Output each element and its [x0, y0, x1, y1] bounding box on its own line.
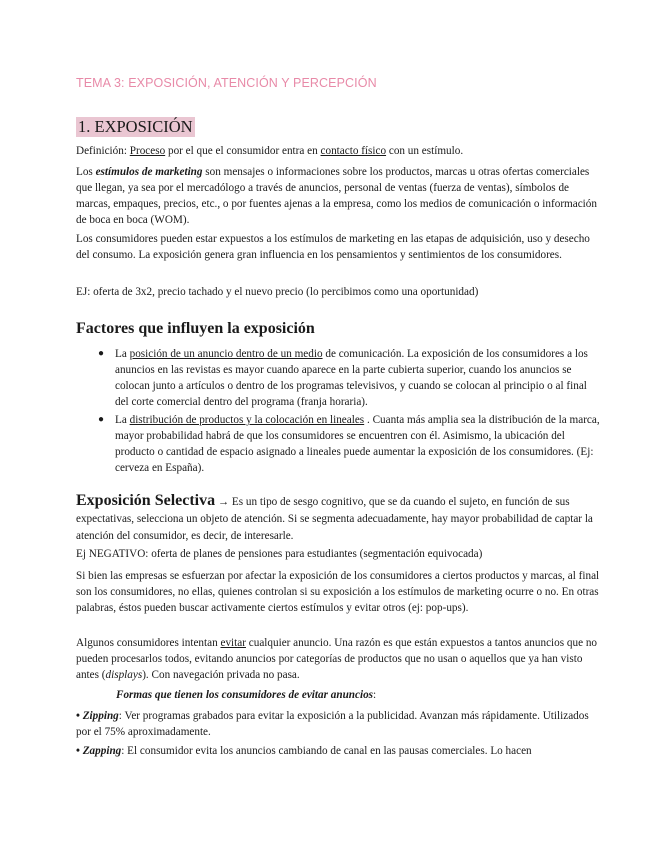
bullet-icon: •	[76, 745, 83, 757]
factors-list	[76, 346, 601, 476]
avoid-underlined: evitar	[220, 637, 246, 649]
zapping-term: Zapping	[82, 745, 122, 757]
topic-title: TEMA 3: EXPOSICIÓN, ATENCIÓN Y PERCEPCIÓN	[76, 76, 377, 90]
selective-exposure-title: Exposición Selectiva	[76, 492, 216, 509]
forms-colon: :	[373, 689, 377, 701]
definition-paragraph	[76, 143, 601, 159]
stimuli-text: son mensajes o informaciones sobre los productos, marcas u otras ofertas comerciales que llegan, ya sea por el mercadólogo a través de anuncios, personal de ventas (fuerza de ventas), símbolos de marcas, empaques, precios, etc., o por fuentes ajenas a la empresa, como los medios de comunicación o información de boca en boca (WOM).	[76, 166, 597, 226]
zipping-paragraph	[76, 708, 601, 740]
factor-prefix: La	[115, 348, 130, 360]
definition-term: Proceso	[129, 145, 166, 157]
factor-underlined: distribución de productos y la colocación en lineales	[129, 414, 365, 426]
avoid-italic: displays	[105, 669, 143, 681]
negative-example-paragraph: Ej NEGATIVO: oferta de planes de pensiones para estudiantes (segmentación equivocada)	[76, 548, 483, 560]
bullet-icon: ●	[98, 414, 105, 425]
zipping-text: : Ver programas grabados para evitar la exposición a la publicidad. Avanzan más rápidamente. Utilizados por el 75% aproximadamente.	[76, 710, 589, 738]
definition-mid: por el que el consumidor entra en	[165, 145, 321, 157]
factor-item	[76, 346, 601, 410]
forms-heading	[116, 687, 601, 703]
bullet-icon: •	[76, 710, 83, 722]
factor-text: . Cuanta más amplia sea la distribución de la marca, mayor probabilidad habrá de que los consumidores se encuentren con él. Asimismo, la ubicación del producto o cantidad de espacio asignado a lineales puede aumentar la exposición de los consumidores. (Ej: cerveza en España).	[115, 414, 600, 474]
companies-paragraph: Si bien las empresas se esfuerzan por afectar la exposición de los consumidores a ciertos productos y marcas, al final son los consumidores, no ellas, quienes controlan si su exposición a los estímulos de marketing ocurre o no. En otras palabras, éstos pueden buscar activamente ciertos estímulos y evitar otros (ej: pop-ups).	[76, 570, 600, 614]
example-paragraph: EJ: oferta de 3x2, precio tachado y el nuevo precio (lo percibimos como una oportunidad)	[76, 286, 479, 298]
avoid-mid: cualquier anuncio. Una razón es que están expuestos a tantos anuncios que no pueden procesarlos todos, evitando anuncios por categorías de productos que no usan o aquellos que ya han visto antes (	[76, 637, 598, 681]
factor-text: de comunicación. La exposición de los consumidores a los anuncios en las revistas es mayor cuando aparece en la parte cubierta superior, cuando los anuncios se colocan junto a artículos o dentro de los programas televisivos, y cuando se colocan al principio o al final del corte comercial dentro del programa (franja horaria).	[115, 348, 588, 408]
zipping-term: Zipping	[82, 710, 119, 722]
factor-underlined: posición de un anuncio dentro de un medio	[129, 348, 323, 360]
avoid-prefix: Algunos consumidores intentan	[76, 637, 221, 649]
factor-item	[76, 412, 601, 476]
selective-exposure-text: Es un tipo de sesgo cognitivo, que se da cuando el sujeto, en función de sus expectativas, selecciona un objeto de atención. Si se segmenta adecuadamente, hay mayor probabilidad de captar la atención del consumidor, es decir, de interesarle.	[76, 496, 593, 542]
stimuli-paragraph	[76, 164, 601, 228]
selective-exposure-paragraph	[76, 492, 601, 545]
consumers-exposed-paragraph: Los consumidores pueden estar expuestos a los estímulos de marketing en las etapas de adquisición, uso y desecho del consumo. La exposición genera gran influencia en los pensamientos y sentimientos de los consumidores.	[76, 233, 590, 261]
definition-term2: contacto físico	[320, 145, 387, 157]
avoid-suffix: ). Con navegación privada no pasa.	[142, 669, 300, 681]
definition-prefix: Definición:	[76, 145, 130, 157]
bullet-icon: ●	[98, 348, 105, 359]
avoid-paragraph	[76, 635, 601, 683]
section-heading-exposicion: 1. EXPOSICIÓN	[78, 117, 193, 136]
factor-prefix: La	[115, 414, 130, 426]
arrow-icon: →	[215, 496, 232, 508]
zapping-paragraph	[76, 743, 601, 759]
zapping-text: : El consumidor evita los anuncios cambiando de canal en las pausas comerciales. Lo hacen	[121, 745, 532, 757]
factors-heading: Factores que influyen la exposición	[76, 320, 315, 337]
stimuli-bold: estímulos de marketing	[95, 166, 203, 178]
forms-title: Formas que tienen los consumidores de evitar anuncios	[116, 689, 374, 701]
definition-suffix: con un estímulo.	[386, 145, 464, 157]
stimuli-prefix: Los	[76, 166, 96, 178]
